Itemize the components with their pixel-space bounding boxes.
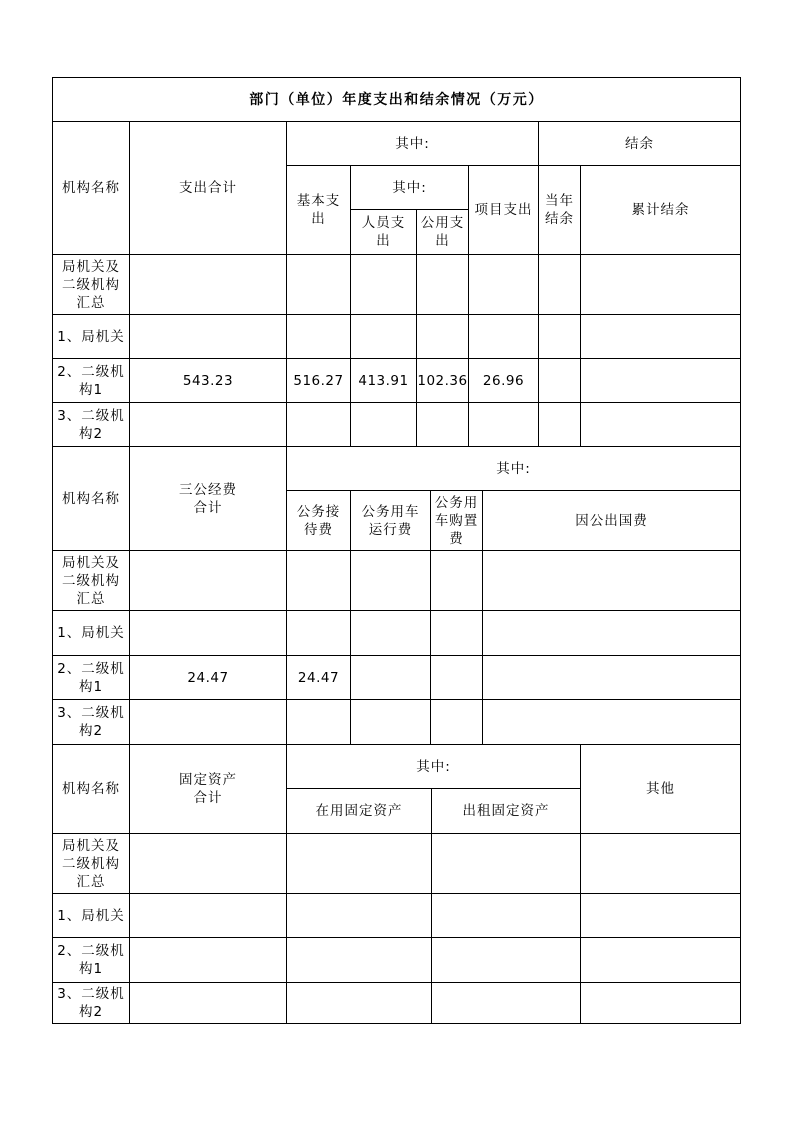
s1-cell-project [469, 255, 539, 315]
s1-row-name: 2、二级机 构1 [53, 359, 130, 403]
s1-cell-project [469, 403, 539, 447]
s2-cell-car-buy [431, 656, 483, 700]
s3-header-total: 固定资产 合计 [130, 745, 287, 834]
s2-cell-car-buy [431, 551, 483, 611]
s1-header-basic: 基本支 出 [287, 166, 351, 255]
s1-header-balance: 结余 [539, 122, 740, 166]
s1-cell-total: 543.23 [130, 359, 287, 403]
s1-header-cum-balance: 累计结余 [581, 166, 740, 255]
s1-cell-public [417, 255, 469, 315]
s1-row-name: 局机关及 二级机构 汇总 [53, 255, 130, 315]
table-title: 部门（单位）年度支出和结余情况（万元） [53, 78, 740, 122]
s1-cell-total [130, 403, 287, 447]
s3-cell-in-use [287, 983, 432, 1023]
s2-cell-car-run [351, 551, 431, 611]
s1-header-year-balance: 当年 结余 [539, 166, 581, 255]
s1-header-project: 项目支出 [469, 166, 539, 255]
s1-cell-personnel: 413.91 [351, 359, 417, 403]
s1-cell-personnel [351, 255, 417, 315]
s3-header-in-use: 在用固定资产 [287, 789, 432, 834]
s3-header-of-which: 其中: [287, 745, 581, 789]
s3-row-name: 3、二级机 构2 [53, 983, 130, 1023]
s2-cell-car-run [351, 656, 431, 700]
s3-cell-in-use [287, 938, 432, 983]
s3-cell-in-use [287, 834, 432, 894]
s3-cell-total [130, 894, 287, 938]
s2-header-car-buy: 公务用 车购置 费 [431, 491, 483, 551]
s1-header-org: 机构名称 [53, 122, 130, 255]
s1-cell-year-balance [539, 403, 581, 447]
s1-header-of-which: 其中: [287, 122, 539, 166]
s1-cell-public [417, 315, 469, 359]
s1-cell-total [130, 315, 287, 359]
s1-header-total: 支出合计 [130, 122, 287, 255]
s2-row-name: 局机关及 二级机构 汇总 [53, 551, 130, 611]
s2-cell-abroad [483, 700, 740, 745]
s1-cell-cum-balance [581, 255, 740, 315]
s2-cell-reception [287, 611, 351, 656]
s3-cell-other [581, 938, 740, 983]
s1-cell-year-balance [539, 255, 581, 315]
s2-header-car-run: 公务用车 运行费 [351, 491, 431, 551]
s1-row-name: 3、二级机 构2 [53, 403, 130, 447]
s2-cell-reception [287, 551, 351, 611]
s3-cell-rented [432, 834, 581, 894]
s2-cell-abroad [483, 551, 740, 611]
s3-header-rented: 出租固定资产 [432, 789, 581, 834]
s1-cell-public: 102.36 [417, 359, 469, 403]
s3-cell-rented [432, 938, 581, 983]
s1-header-of-which-inner: 其中: [351, 166, 469, 210]
s2-row-name: 1、局机关 [53, 611, 130, 656]
s2-cell-abroad [483, 611, 740, 656]
s3-cell-rented [432, 894, 581, 938]
s3-header-org: 机构名称 [53, 745, 130, 834]
s3-cell-in-use [287, 894, 432, 938]
s1-cell-basic [287, 255, 351, 315]
s3-row-name: 2、二级机 构1 [53, 938, 130, 983]
s2-header-of-which: 其中: [287, 447, 740, 491]
s1-cell-basic [287, 315, 351, 359]
s2-header-abroad: 因公出国费 [483, 491, 740, 551]
s3-cell-total [130, 983, 287, 1023]
s2-header-org: 机构名称 [53, 447, 130, 551]
s1-header-personnel: 人员支 出 [351, 210, 417, 255]
s2-cell-total [130, 551, 287, 611]
s2-header-total: 三公经费 合计 [130, 447, 287, 551]
s3-cell-total [130, 834, 287, 894]
s3-cell-total [130, 938, 287, 983]
s1-cell-cum-balance [581, 315, 740, 359]
s2-header-reception: 公务接 待费 [287, 491, 351, 551]
s2-cell-reception: 24.47 [287, 656, 351, 700]
s1-row-name: 1、局机关 [53, 315, 130, 359]
s1-cell-total [130, 255, 287, 315]
s1-cell-cum-balance [581, 403, 740, 447]
s3-header-other: 其他 [581, 745, 740, 834]
s2-cell-total: 24.47 [130, 656, 287, 700]
s2-row-name: 2、二级机 构1 [53, 656, 130, 700]
s2-cell-total [130, 700, 287, 745]
s1-cell-basic: 516.27 [287, 359, 351, 403]
s1-cell-basic [287, 403, 351, 447]
s2-cell-reception [287, 700, 351, 745]
s1-cell-public [417, 403, 469, 447]
s3-row-name: 局机关及 二级机构 汇总 [53, 834, 130, 894]
expenditure-balance-table [52, 77, 741, 1024]
s1-cell-project: 26.96 [469, 359, 539, 403]
s3-cell-other [581, 894, 740, 938]
s2-cell-car-buy [431, 700, 483, 745]
s2-cell-car-run [351, 700, 431, 745]
s2-cell-total [130, 611, 287, 656]
s1-cell-year-balance [539, 359, 581, 403]
s1-cell-cum-balance [581, 359, 740, 403]
s3-cell-rented [432, 983, 581, 1023]
s1-cell-year-balance [539, 315, 581, 359]
s1-cell-personnel [351, 403, 417, 447]
s2-cell-car-run [351, 611, 431, 656]
s3-row-name: 1、局机关 [53, 894, 130, 938]
s2-row-name: 3、二级机 构2 [53, 700, 130, 745]
s1-header-public: 公用支 出 [417, 210, 469, 255]
s1-cell-project [469, 315, 539, 359]
s2-cell-car-buy [431, 611, 483, 656]
s2-cell-abroad [483, 656, 740, 700]
s3-cell-other [581, 834, 740, 894]
s3-cell-other [581, 983, 740, 1023]
s1-cell-personnel [351, 315, 417, 359]
